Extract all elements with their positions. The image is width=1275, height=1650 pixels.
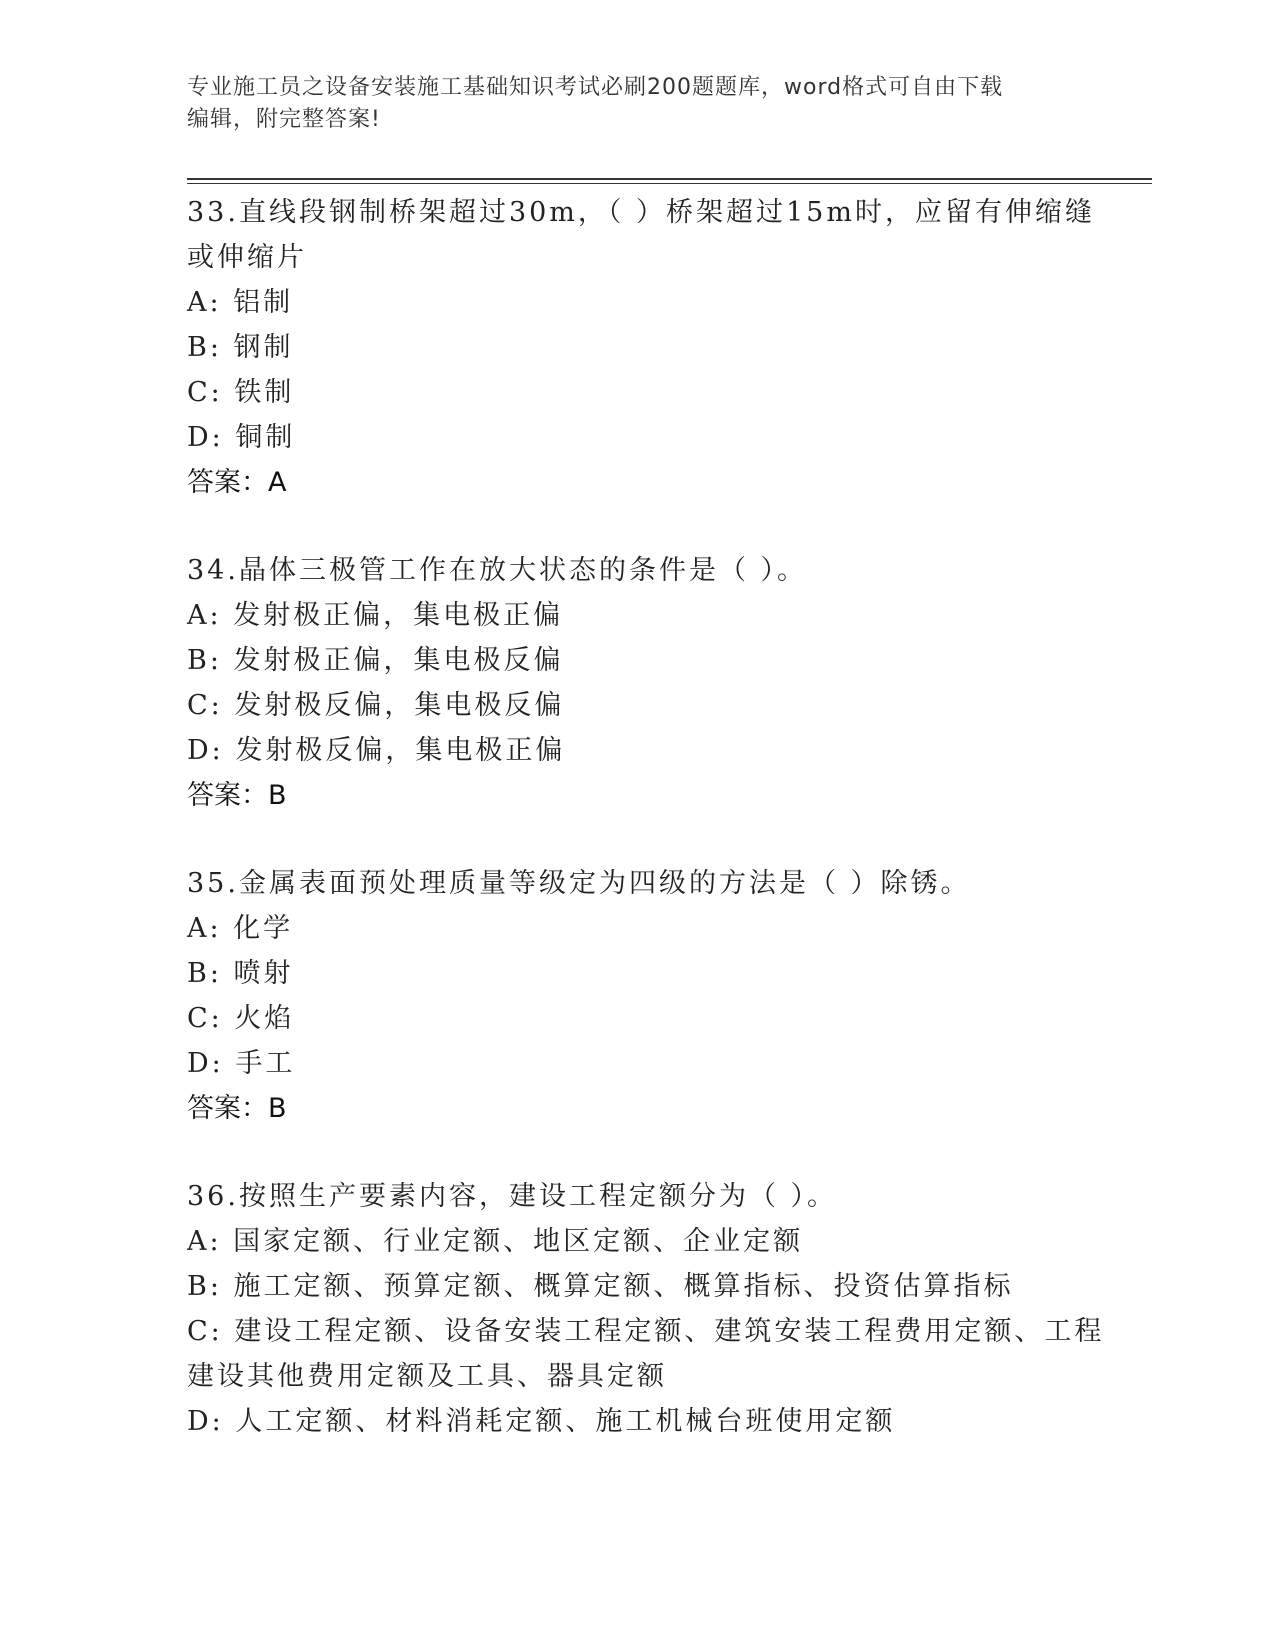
question-34 xyxy=(187,548,1107,818)
header-divider-thin xyxy=(187,183,1152,184)
question-text: 33.直线段钢制桥架超过30m，（ ）桥架超过15m时，应留有伸缩缝或伸缩片 xyxy=(187,197,1095,273)
answer: 答案：B xyxy=(187,1093,287,1124)
question-36 xyxy=(187,1174,1107,1444)
question-list xyxy=(187,190,1107,1487)
option-a: A: 国家定额、行业定额、地区定额、企业定额 xyxy=(187,1226,804,1257)
option-b: B: 发射极正偏，集电极反偏 xyxy=(187,645,564,676)
question-35 xyxy=(187,861,1107,1131)
header-divider-thick xyxy=(187,178,1152,180)
option-a: A: 铝制 xyxy=(187,287,294,318)
option-b: B: 钢制 xyxy=(187,332,294,363)
question-text: 34.晶体三极管工作在放大状态的条件是（ ）。 xyxy=(187,555,808,586)
answer: 答案：A xyxy=(187,467,287,498)
option-b: B: 施工定额、预算定额、概算定额、概算指标、投资估算指标 xyxy=(187,1271,1014,1302)
answer: 答案：B xyxy=(187,780,287,811)
header-line-1: 专业施工员之设备安装施工基础知识考试必刷200题题库，word格式可自由下载 xyxy=(187,75,1004,100)
option-a: A: 化学 xyxy=(187,913,294,944)
option-d: D: 发射极反偏，集电极正偏 xyxy=(187,735,566,766)
question-33 xyxy=(187,190,1107,505)
document-header xyxy=(187,72,1087,136)
option-c: C: 铁制 xyxy=(187,377,295,408)
question-text: 36.按照生产要素内容，建设工程定额分为（ ）。 xyxy=(187,1181,838,1212)
header-line-2: 编辑，附完整答案! xyxy=(187,107,381,132)
option-c: C: 火焰 xyxy=(187,1003,295,1034)
option-c: C: 建设工程定额、设备安装工程定额、建筑安装工程费用定额、工程建设其他费用定额及工具、器具定额 xyxy=(187,1316,1105,1392)
option-a: A: 发射极正偏，集电极正偏 xyxy=(187,600,564,631)
option-c: C: 发射极反偏，集电极反偏 xyxy=(187,690,565,721)
option-d: D: 手工 xyxy=(187,1048,296,1079)
option-d: D: 铜制 xyxy=(187,422,296,453)
option-b: B: 喷射 xyxy=(187,958,294,989)
option-d: D: 人工定额、材料消耗定额、施工机械台班使用定额 xyxy=(187,1406,896,1437)
question-text: 35.金属表面预处理质量等级定为四级的方法是（ ）除锈。 xyxy=(187,868,971,899)
